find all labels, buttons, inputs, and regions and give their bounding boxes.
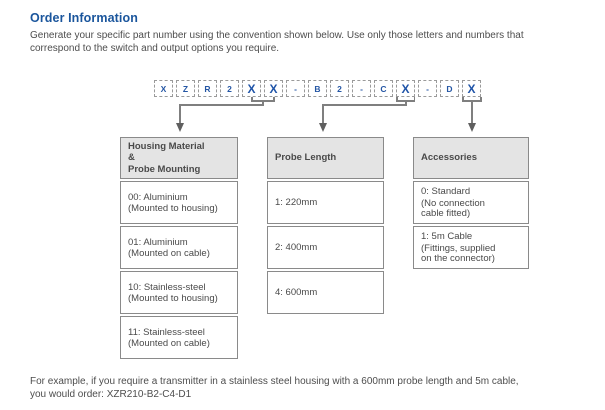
part-code-cell: Z	[176, 80, 195, 97]
table-row: 11: Stainless-steel (Mounted on cable)	[120, 316, 238, 359]
table-row: 1: 220mm	[267, 181, 384, 224]
part-code-cell: 2	[220, 80, 239, 97]
header-line: &	[128, 152, 135, 164]
part-code-cell: B	[308, 80, 327, 97]
part-code-cell: R	[198, 80, 217, 97]
accessories-header	[413, 137, 529, 179]
intro-line-2: correspond to the switch and output options you require.	[30, 42, 280, 54]
part-number-row	[154, 80, 481, 97]
part-code-cell: -	[418, 80, 437, 97]
header-line: Accessories	[421, 152, 477, 164]
page-title: Order Information	[30, 11, 138, 25]
order-example	[30, 376, 519, 401]
example-line-2: you would order: XZR210-B2-C4-D1	[30, 388, 192, 400]
table-row: 1: 5m Cable (Fittings, supplied on the connector)	[413, 226, 529, 269]
table-row: 2: 400mm	[267, 226, 384, 269]
header-line: Housing Material	[128, 140, 205, 152]
table-row: 00: Aluminium (Mounted to housing)	[120, 181, 238, 224]
part-code-cell-variable: X	[462, 80, 481, 97]
part-code-cell-variable: X	[264, 80, 283, 97]
housing-material-header	[120, 137, 238, 179]
probe-length-header	[267, 137, 384, 179]
arrow-down-icon	[319, 123, 327, 132]
table-row: 0: Standard (No connection cable fitted)	[413, 181, 529, 224]
arrow-down-icon	[176, 123, 184, 132]
part-code-cell: D	[440, 80, 459, 97]
part-code-cell-variable: X	[396, 80, 415, 97]
part-code-cell: C	[374, 80, 393, 97]
header-line: Probe Mounting	[128, 163, 201, 175]
part-code-cell: -	[352, 80, 371, 97]
table-row: 01: Aluminium (Mounted on cable)	[120, 226, 238, 269]
intro-line-1: Generate your specific part number using the convention shown below. Use only those letters and numbers that	[30, 30, 524, 41]
table-row: 4: 600mm	[267, 271, 384, 314]
accessories-table	[413, 137, 529, 269]
header-line: Probe Length	[275, 152, 337, 164]
intro-paragraph	[30, 30, 524, 55]
part-code-cell: 2	[330, 80, 349, 97]
part-code-cell: X	[154, 80, 173, 97]
probe-length-table	[267, 137, 384, 314]
part-code-cell-variable: X	[242, 80, 261, 97]
table-row: 10: Stainless-steel (Mounted to housing)	[120, 271, 238, 314]
arrow-down-icon	[468, 123, 476, 132]
housing-material-table	[120, 137, 238, 359]
example-line-1: For example, if you require a transmitter in a stainless steel housing with a 600mm probe length and 5m cable,	[30, 376, 519, 387]
part-code-cell: -	[286, 80, 305, 97]
